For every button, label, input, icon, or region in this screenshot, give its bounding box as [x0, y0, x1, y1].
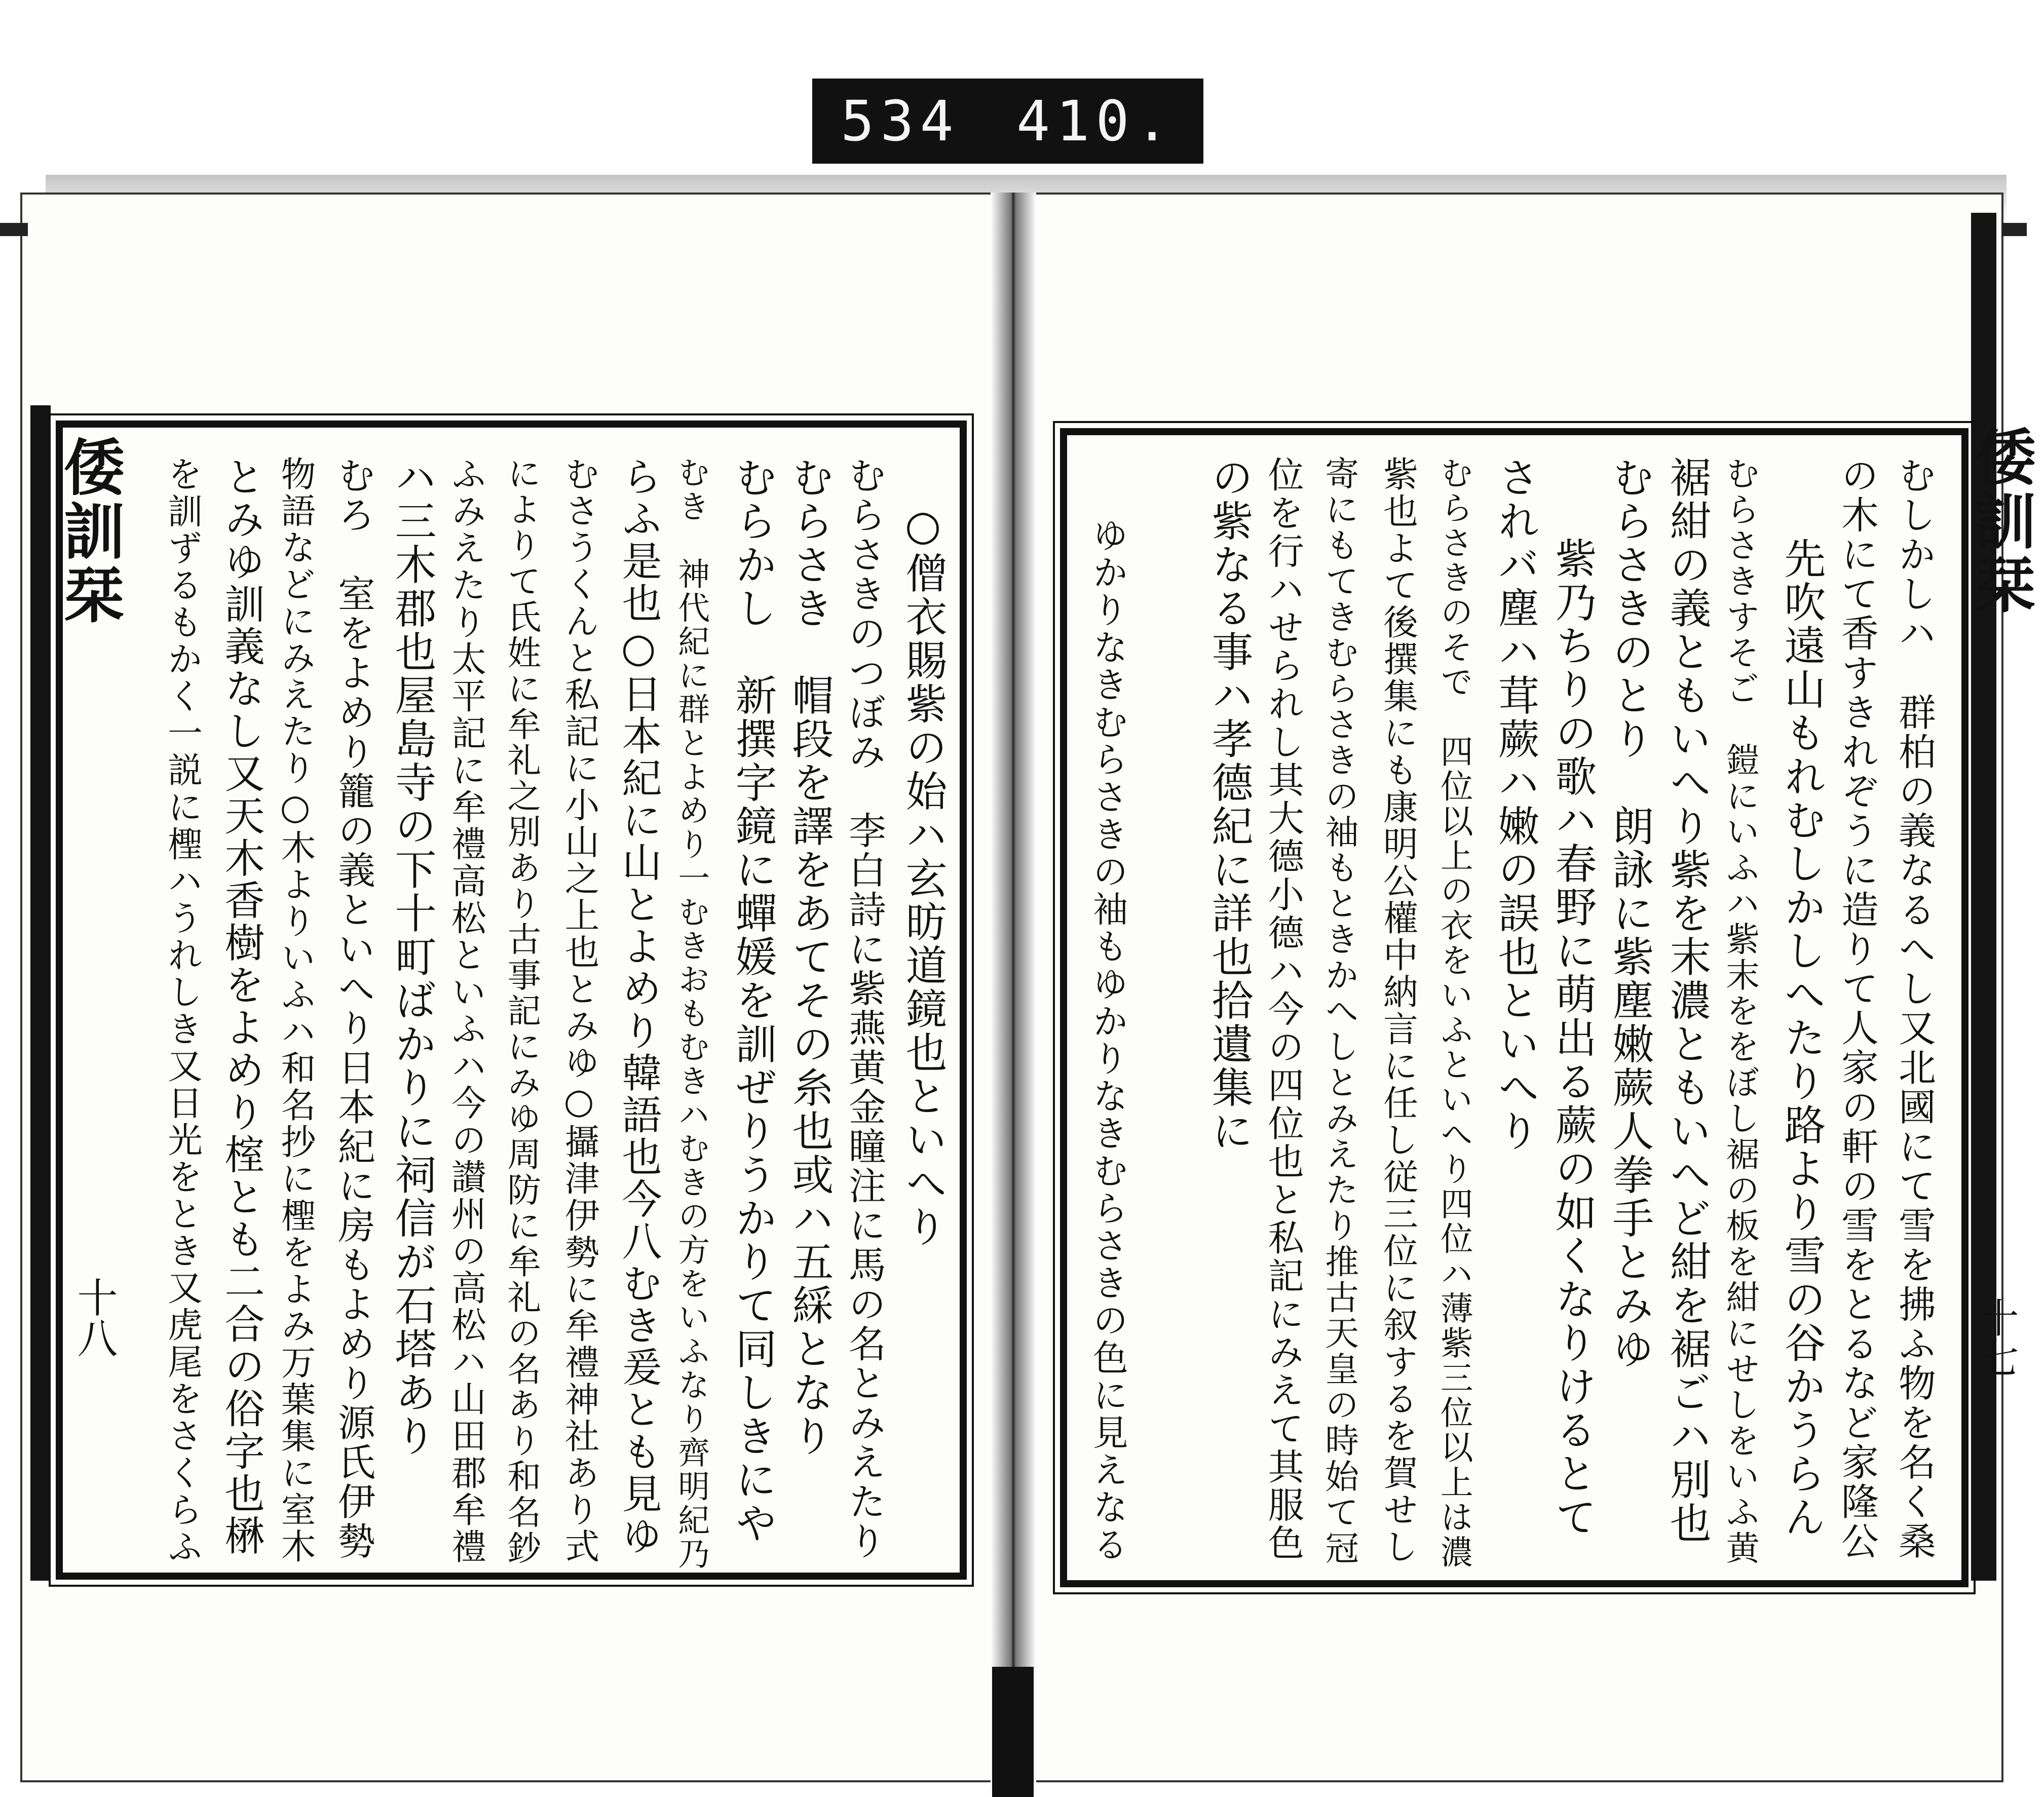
text-column: むらさき 帽段を譯をあてその糸也或ハ五綵となり — [785, 456, 834, 1458]
text-column: の木にて香すきれぞうに造りて人家の軒の雪をとるなど家隆公 — [1835, 456, 1879, 1561]
text-column: ハ三木郡也屋島寺の下十町ばかりに祠信が石塔あり — [388, 456, 436, 1458]
text-column: むらさきすそご 鎧にいふハ紫末ををぼし裾の板を紺にせしをいふ黄 — [1720, 456, 1760, 1566]
text-column: むらさきのとり 朗詠に紫塵嫩蕨人拳手とみゆ — [1606, 456, 1654, 1371]
text-column: 紫也よて後撰集にも康明公權中納言に任し従三位に叙するを賀せし — [1377, 456, 1418, 1565]
text-column: 位を行ハせられし其大德小德ハ今の四位也と私記にみえて其服色 — [1262, 456, 1305, 1562]
left-edge-title: 倭訓栞 — [54, 436, 125, 627]
left-folio: 十八 — [70, 1277, 118, 1358]
text-column: むらさきのそで 四位以上の衣をいふといへり四位ハ薄紫三位以上は濃 — [1434, 456, 1473, 1570]
text-column: ゆかりなきむらさきの袖もゆかりなきむらさきの色に見えなる — [1086, 517, 1128, 1564]
spine-tab — [992, 1667, 1034, 1797]
text-column: むらさきのつぼみ 李白詩に紫燕黄金瞳注に馬の名とみえたり — [842, 456, 886, 1561]
text-column: されバ塵ハ茸蕨ハ嫩の誤也といへり — [1491, 456, 1539, 1153]
text-column: むき 神代紀に群とよめり一むきおもむきハむきの方をいふなり齊明紀乃 — [672, 456, 710, 1572]
text-column: 紫乃ちりの歌ハ春野に萌出る蕨の如くなりけるとて — [1548, 537, 1597, 1539]
text-column: とみゆ訓義なし又天木香樹をよめり榁とも二合の俗字也楙 — [217, 456, 265, 1557]
text-column: の紫なる事ハ孝德紀に詳也拾遺集に — [1205, 456, 1253, 1153]
archive-label — [812, 79, 1203, 164]
text-column: ○僧衣賜紫の始ハ玄昉道鏡也といへり — [899, 502, 947, 1249]
text-column: を訓ずるもかく一説に檉ハうれしき又日光をとき又虎尾をさくらふ — [162, 456, 202, 1565]
text-column: むさうくんと私記に小山之上也とみゆ○攝津伊勢に牟禮神社あり式 — [558, 456, 599, 1565]
text-column: 寄にもてきむらさきの袖もときかへしとみえたり推古天皇の時始て冠 — [1319, 456, 1359, 1566]
text-column: らふ是也○日本紀に山とよめり韓語也今八むき爰とも見ゆ — [615, 456, 662, 1557]
binding-rod-right — [2001, 223, 2027, 236]
archive-number-right: 410. — [1016, 89, 1175, 154]
right-edge-title: 倭訓栞 — [1965, 426, 2036, 617]
text-column: 裾紺の義ともいへり紫を末濃ともいへど紺を裾ごハ別也 — [1663, 456, 1711, 1545]
archive-number-left: 534 — [841, 89, 960, 154]
right-folio: 十七 — [1972, 1297, 2019, 1378]
text-column: むしかしハ 群柏の義なるへし又北國にて雪を拂ふ物を名く桑 — [1892, 456, 1936, 1561]
binding-rod-left — [0, 223, 28, 236]
text-column: むらかし 新撰字鏡に蟬媛を訓ぜりうかりて同しきにや — [729, 456, 777, 1545]
text-column: ふみえたり太平記に牟禮高松といふハ今の讃州の高松ハ山田郡牟禮 — [445, 456, 486, 1565]
text-column: 先吹遠山もれむしかしへたり路より雪の谷かうらん — [1777, 537, 1826, 1539]
text-column: 物語などにみえたり○木よりいふハ和名抄に檉をよみ万葉集に室木 — [275, 456, 316, 1565]
text-column: むろ 室をよめり籠の義といへり日本紀に房もよめり源氏伊勢 — [331, 456, 375, 1561]
book-spine — [991, 193, 1036, 1788]
text-column: によりて氏姓に牟礼之別あり古事記にみゆ周防に牟礼の名あり和名鈔 — [502, 456, 542, 1566]
